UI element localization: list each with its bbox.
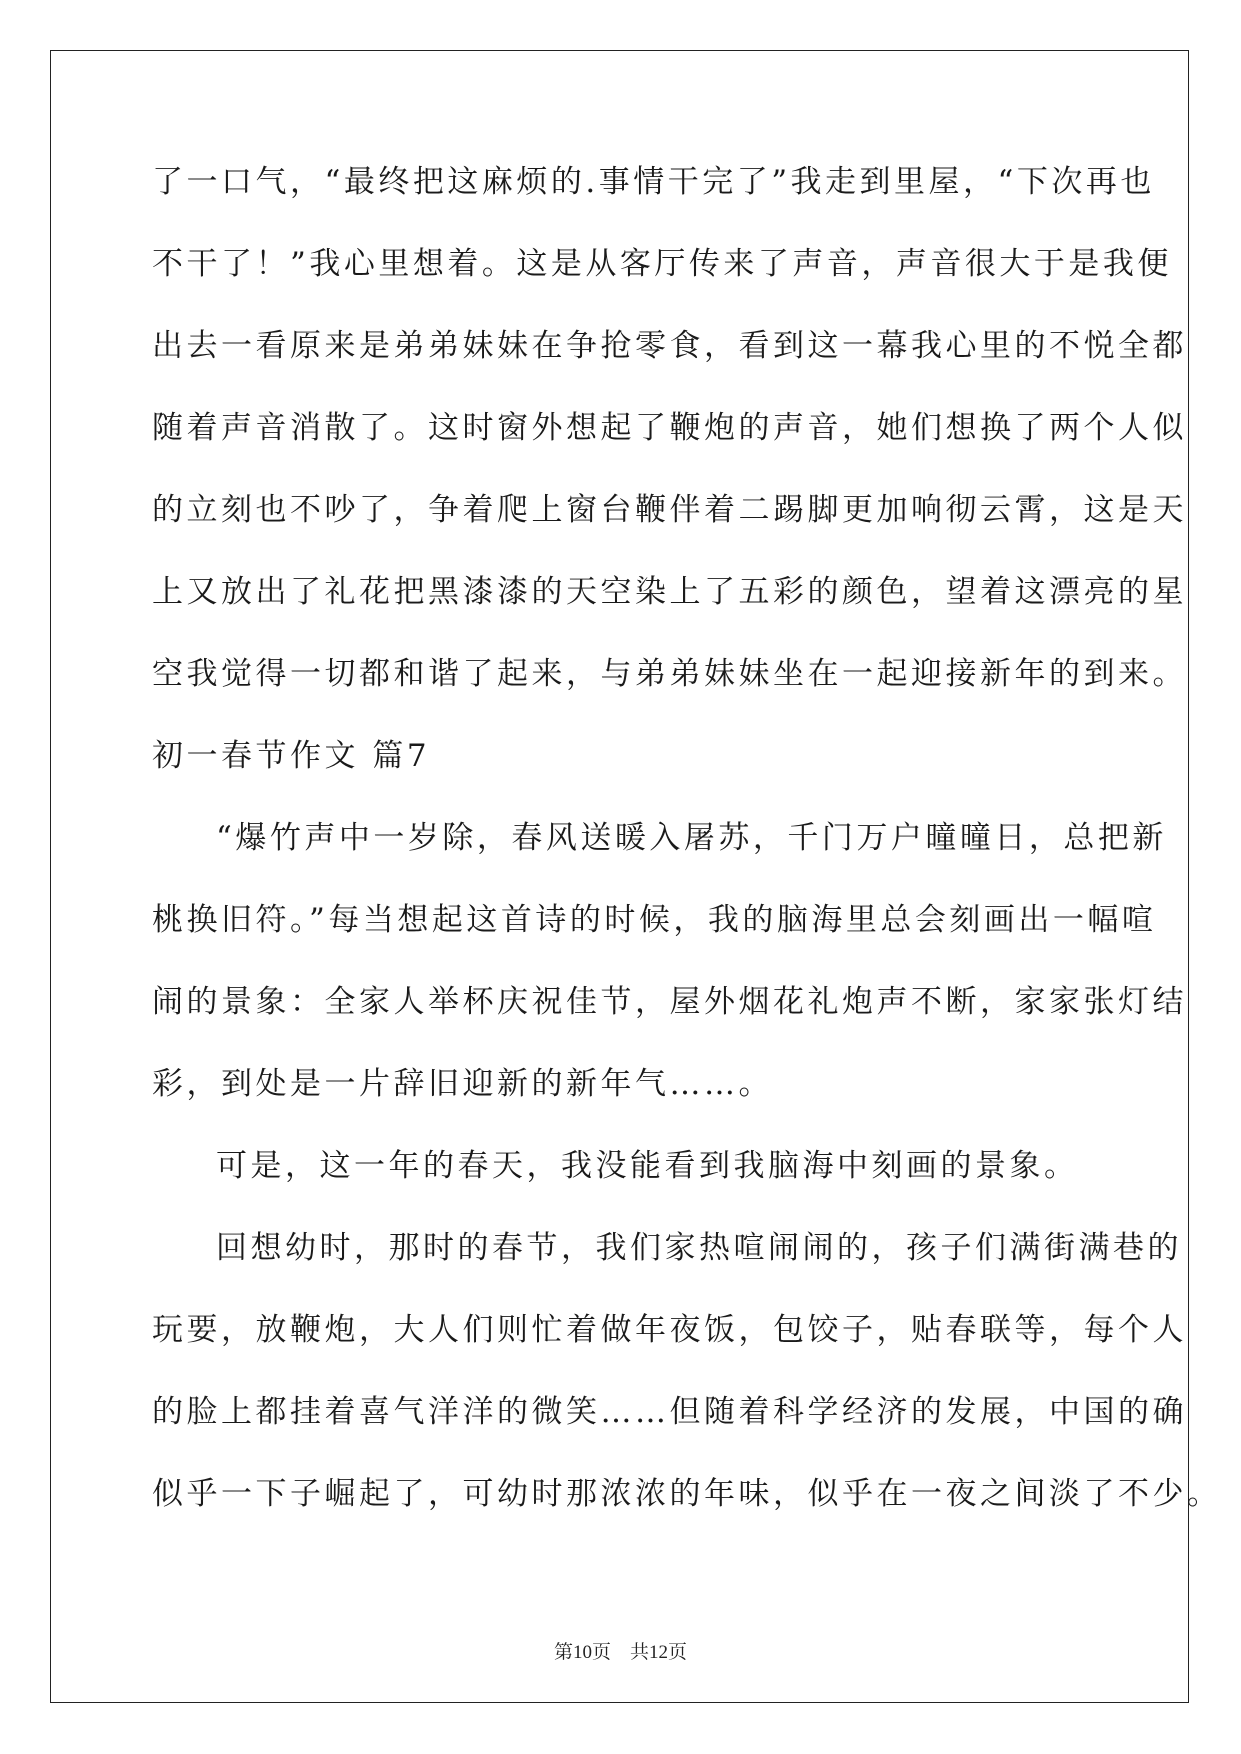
text-line: “爆竹声中一岁除，春风送暖入屠苏，千门万户曈曈日，总把新 [216,820,1167,856]
text-line: 随着声音消散了。这时窗外想起了鞭炮的声音，她们想换了两个人似 [152,410,1187,446]
text-line: 似乎一下子崛起了，可幼时那浓浓的年味，似乎在一夜之间淡了不少。 [152,1476,1222,1512]
text-line: 空我觉得一切都和谐了起来，与弟弟妹妹坐在一起迎接新年的到来。 [152,656,1187,692]
text-line: 可是，这一年的春天，我没能看到我脑海中刻画的景象。 [216,1148,1079,1184]
text-line: 的立刻也不吵了，争着爬上窗台鞭伴着二踢脚更加响彻云霄，这是天 [152,492,1187,528]
text-line: 不干了！”我心里想着。这是从客厅传来了声音，声音很大于是我便 [152,246,1172,282]
text-line: 出去一看原来是弟弟妹妹在争抢零食，看到这一幕我心里的不悦全都 [152,328,1187,364]
text-line: 闹的景象：全家人举杯庆祝佳节，屋外烟花礼炮声不断，家家张灯结 [152,984,1187,1020]
text-line: 玩要，放鞭炮，大人们则忙着做年夜饭，包饺子，贴春联等，每个人 [152,1312,1187,1348]
page-number: 第10页 共12页 [553,1642,687,1663]
section-heading: 初一春节作文 篇7 [152,738,431,774]
text-line: 桃换旧符。”每当想起这首诗的时候，我的脑海里总会刻画出一幅喧 [152,902,1157,938]
text-line: 了一口气，“最终把这麻烦的.事情干完了”我走到里屋，“下次再也 [152,164,1155,200]
text-line: 的脸上都挂着喜气洋洋的微笑……但随着科学经济的发展，中国的确 [152,1394,1187,1430]
text-line: 上又放出了礼花把黑漆漆的天空染上了五彩的颜色，望着这漂亮的星 [152,574,1187,610]
text-line: 回想幼时，那时的春节，我们家热喧闹闹的，孩子们满街满巷的 [216,1230,1182,1266]
document-body [152,152,1222,1546]
text-line: 彩，到处是一片辞旧迎新的新年气……。 [152,1066,773,1102]
